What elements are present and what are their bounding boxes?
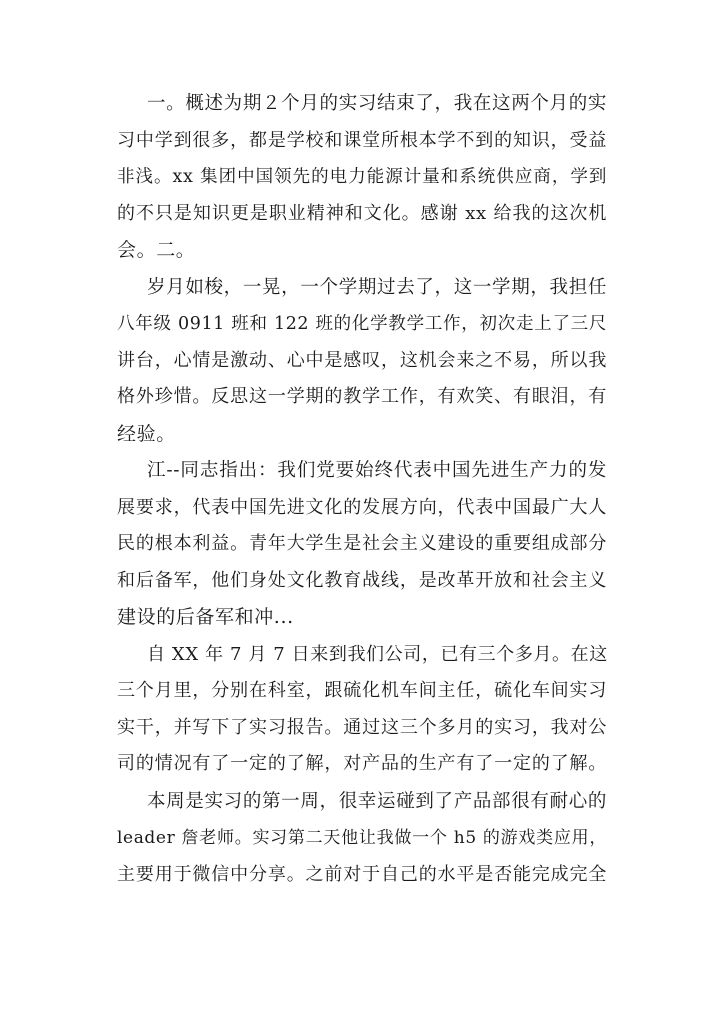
text-line: 经验。 bbox=[117, 422, 176, 445]
text-line: 江--同志指出：我们党要始终代表中国先进生产力的发 bbox=[147, 460, 607, 481]
text-line: 建设的后备军和冲... bbox=[117, 606, 294, 628]
text-line: 实干，并写下了实习报告。通过这三个多月的实习，我对公 bbox=[117, 716, 607, 738]
text-line: leader 詹老师。实习第二天他让我做一个 h5 的游戏类应用， bbox=[117, 828, 607, 848]
text-line: 非浅。xx 集团中国领先的电力能源计量和系统供应商，学到 bbox=[117, 167, 607, 187]
text-line: 的不只是知识更是职业精神和文化。感谢 xx 给我的这次机 bbox=[117, 202, 607, 224]
text-line: 习中学到很多，都是学校和课堂所根本学不到的知识，受益 bbox=[117, 129, 607, 151]
text-line: 八年级 0911 班和 122 班的化学教学工作，初次走上了三尺 bbox=[117, 314, 607, 334]
text-line: 主要用于微信中分享。之前对于自己的水平是否能完成完全 bbox=[117, 863, 607, 885]
text-line: 讲台，心情是激动、心中是感叹，这机会来之不易，所以我 bbox=[117, 349, 607, 371]
text-line: 司的情况有了一定的了解，对产品的生产有了一定的了解。 bbox=[117, 753, 607, 774]
text-line: 民的根本利益。青年大学生是社会主义建设的重要组成部分 bbox=[117, 533, 607, 554]
text-line: 会。二。 bbox=[117, 239, 196, 261]
text-line: 三个月里，分别在科室，跟硫化机车间主任，硫化车间实习 bbox=[117, 680, 607, 701]
paragraph-first-week bbox=[117, 784, 607, 894]
text-line: 和后备军，他们身处文化教育战线，是改革开放和社会主义 bbox=[117, 569, 607, 591]
document-body bbox=[117, 86, 607, 893]
text-line: 展要求，代表中国先进文化的发展方向，代表中国最广大人 bbox=[117, 496, 607, 518]
paragraph-teaching bbox=[117, 270, 607, 453]
text-line: 格外珍惜。反思这一学期的教学工作，有欢笑、有眼泪，有 bbox=[117, 386, 607, 407]
text-line: 一。概述为期２个月的实习结束了，我在这两个月的实 bbox=[147, 93, 607, 114]
paragraph-summary bbox=[117, 86, 607, 269]
text-line: 岁月如梭，一晃，一个学期过去了，这一学期，我担任 bbox=[147, 276, 607, 298]
text-line: 本周是实习的第一周，很幸运碰到了产品部很有耐心的 bbox=[147, 790, 607, 812]
text-line: 自 XX 年 7 月 7 日来到我们公司，已有三个多月。在这 bbox=[147, 643, 608, 665]
paragraph-quote bbox=[117, 453, 607, 636]
paragraph-company bbox=[117, 637, 607, 783]
